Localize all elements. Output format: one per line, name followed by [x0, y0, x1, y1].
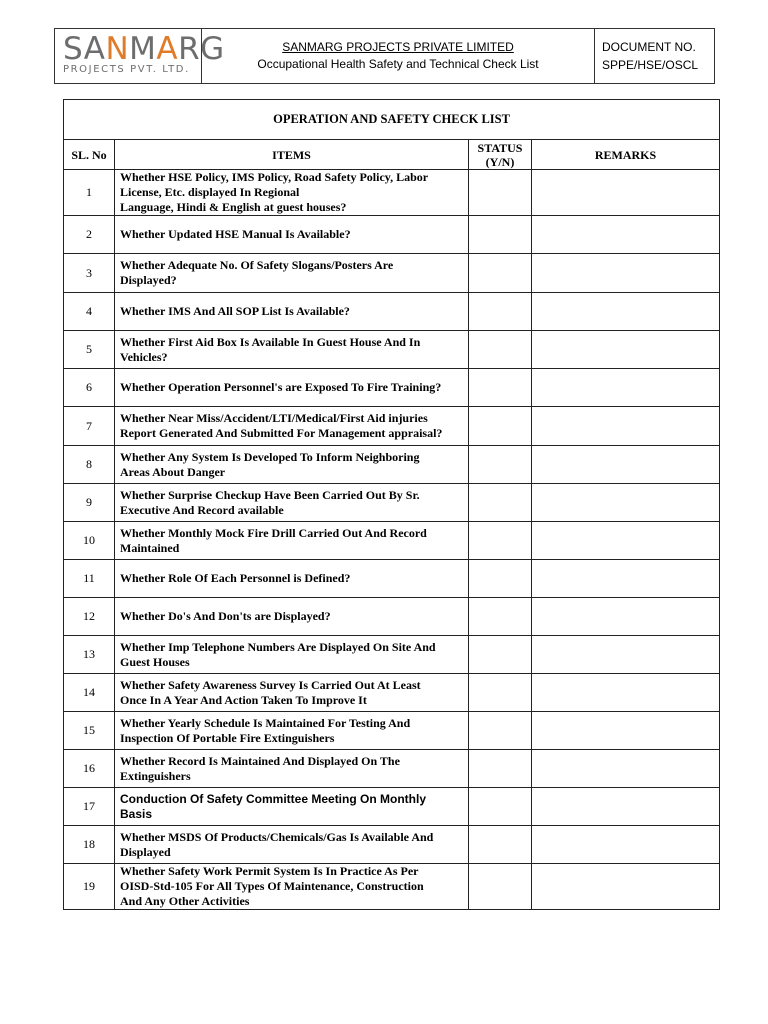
row-item: [115, 369, 469, 407]
row-sl-no: 4: [64, 293, 115, 331]
row-item: [115, 484, 469, 522]
row-item-line: Whether Monthly Mock Fire Drill Carried Out And Record: [120, 525, 427, 540]
row-item-line: Whether Record Is Maintained And Displayed On The: [120, 753, 400, 768]
row-item-line: Areas About Danger: [120, 464, 226, 479]
row-sl-no: 17: [64, 788, 115, 826]
row-sl-no: 15: [64, 712, 115, 750]
row-item-line: Whether Do's And Don'ts are Displayed?: [120, 609, 331, 623]
row-item-line: Whether Adequate No. Of Safety Slogans/Posters Are: [120, 258, 394, 272]
row-status-cell[interactable]: [469, 674, 532, 712]
row-remarks-cell[interactable]: [532, 636, 720, 674]
row-status-cell[interactable]: [469, 712, 532, 750]
row-remarks-cell[interactable]: [532, 522, 720, 560]
row-remarks-cell[interactable]: [532, 216, 720, 254]
row-item-line: Whether Operation Personnel's are Exposed To Fire Training?: [120, 380, 442, 394]
checklist-row: [64, 636, 720, 674]
row-item-line: Inspection Of Portable Fire Extinguishers: [120, 730, 335, 745]
row-sl-no: 12: [64, 598, 115, 636]
row-status-cell[interactable]: [469, 484, 532, 522]
checklist-row: [64, 560, 720, 598]
checklist-row: [64, 216, 720, 254]
row-status-cell[interactable]: [469, 598, 532, 636]
row-status-cell[interactable]: [469, 750, 532, 788]
row-item-line: Whether Yearly Schedule Is Maintained For Testing And: [120, 715, 411, 730]
document-number-label: DOCUMENT NO.: [602, 40, 696, 54]
row-remarks-cell[interactable]: [532, 484, 720, 522]
checklist-title: OPERATION AND SAFETY CHECK LIST: [64, 100, 720, 140]
row-item: [115, 216, 469, 254]
row-sl-no: 8: [64, 446, 115, 484]
row-item-line: Whether Imp Telephone Numbers Are Displayed On Site And: [120, 639, 436, 654]
row-remarks-cell[interactable]: [532, 331, 720, 369]
row-status-cell[interactable]: [469, 522, 532, 560]
header-title-cell: [202, 29, 595, 84]
row-sl-no: 14: [64, 674, 115, 712]
row-status-cell[interactable]: [469, 446, 532, 484]
row-item: [115, 254, 469, 293]
row-item-line: Whether Any System Is Developed To Inform Neighboring: [120, 449, 420, 464]
row-sl-no: 1: [64, 170, 115, 216]
row-item-line: Report Generated And Submitted For Management appraisal?: [120, 426, 443, 440]
row-item-line: Whether Safety Awareness Survey Is Carried Out At Least: [120, 677, 421, 692]
row-sl-no: 3: [64, 254, 115, 293]
row-item-line: Displayed?: [120, 273, 177, 287]
row-sl-no: 19: [64, 864, 115, 910]
row-remarks-cell[interactable]: [532, 598, 720, 636]
row-item-line: Guest Houses: [120, 654, 190, 669]
checklist-row: [64, 170, 720, 216]
row-item: [115, 636, 469, 674]
column-header-row: [64, 140, 720, 170]
row-item: [115, 864, 469, 910]
row-item: [115, 293, 469, 331]
checklist-table: [63, 99, 720, 910]
document-number-cell: [595, 29, 715, 84]
row-item-line: Executive And Record available: [120, 502, 284, 517]
checklist-row: [64, 712, 720, 750]
checklist-row: [64, 864, 720, 910]
checklist-row: [64, 254, 720, 293]
row-sl-no: 11: [64, 560, 115, 598]
company-logo: [55, 29, 225, 83]
row-item: [115, 750, 469, 788]
checklist-row: [64, 788, 720, 826]
row-status-cell[interactable]: [469, 560, 532, 598]
row-remarks-cell[interactable]: [532, 788, 720, 826]
row-item-line: Maintained: [120, 540, 180, 555]
company-name: SANMARG PROJECTS PRIVATE LIMITED: [282, 40, 514, 54]
row-item-line: Whether Near Miss/Accident/LTI/Medical/First Aid injuries: [120, 411, 428, 425]
row-sl-no: 6: [64, 369, 115, 407]
row-item: [115, 407, 469, 446]
checklist-title-row: [64, 100, 720, 140]
row-remarks-cell[interactable]: [532, 254, 720, 293]
row-remarks-cell[interactable]: [532, 750, 720, 788]
column-header-status: STATUS (Y/N): [469, 140, 532, 170]
checklist-row: [64, 826, 720, 864]
row-item: [115, 170, 469, 216]
checklist-row: [64, 674, 720, 712]
row-status-cell[interactable]: [469, 864, 532, 910]
row-status-cell[interactable]: [469, 369, 532, 407]
row-status-cell[interactable]: [469, 170, 532, 216]
logo-cell: [55, 29, 225, 84]
row-status-cell[interactable]: [469, 293, 532, 331]
document-header: [54, 28, 715, 84]
row-remarks-cell[interactable]: [532, 712, 720, 750]
row-item-line: Extinguishers: [120, 768, 191, 783]
column-header-items: ITEMS: [115, 140, 469, 170]
row-item-line: Language, Hindi & English at guest houses?: [120, 200, 347, 214]
row-item: [115, 712, 469, 750]
row-status-cell[interactable]: [469, 826, 532, 864]
row-status-cell[interactable]: [469, 254, 532, 293]
row-status-cell[interactable]: [469, 636, 532, 674]
row-item: [115, 674, 469, 712]
row-item: [115, 522, 469, 560]
column-header-sl-no: SL. No: [64, 140, 115, 170]
row-item-line: Conduction Of Safety Committee Meeting On Monthly: [120, 791, 426, 806]
document-number-value: SPPE/HSE/OSCL: [602, 58, 699, 72]
row-item-line: Whether First Aid Box Is Available In Guest House And In: [120, 334, 421, 349]
logo-subtitle: PROJECTS PVT. LTD.: [63, 64, 190, 75]
row-item-line: Displayed: [120, 844, 171, 859]
row-sl-no: 5: [64, 331, 115, 369]
row-sl-no: 9: [64, 484, 115, 522]
row-item-line: Whether HSE Policy, IMS Policy, Road Safety Policy, Labor: [120, 170, 429, 184]
row-item-line: Vehicles?: [120, 349, 168, 364]
row-remarks-cell[interactable]: [532, 864, 720, 910]
checklist-row: [64, 484, 720, 522]
row-remarks-cell[interactable]: [532, 407, 720, 446]
row-remarks-cell[interactable]: [532, 826, 720, 864]
row-status-cell[interactable]: [469, 407, 532, 446]
checklist-row: [64, 369, 720, 407]
row-remarks-cell[interactable]: [532, 293, 720, 331]
row-item-line: License, Etc. displayed In Regional: [120, 185, 300, 199]
checklist-row: [64, 522, 720, 560]
row-status-cell[interactable]: [469, 216, 532, 254]
row-item-line: Basis: [120, 806, 153, 821]
row-item-line: Whether Role Of Each Personnel is Defined?: [120, 571, 351, 585]
row-item-line: Whether Updated HSE Manual Is Available?: [120, 227, 351, 241]
row-item-line: OISD-Std-105 For All Types Of Maintenance, Construction: [120, 879, 424, 893]
row-remarks-cell[interactable]: [532, 369, 720, 407]
column-header-remarks: REMARKS: [532, 140, 720, 170]
row-sl-no: 18: [64, 826, 115, 864]
row-item-line: Whether IMS And All SOP List Is Available?: [120, 304, 350, 318]
row-item: [115, 560, 469, 598]
checklist-row: [64, 446, 720, 484]
row-item: [115, 598, 469, 636]
row-status-cell[interactable]: [469, 331, 532, 369]
row-status-cell[interactable]: [469, 788, 532, 826]
row-sl-no: 10: [64, 522, 115, 560]
logo-wordmark: SANMARG: [63, 31, 225, 67]
row-item: [115, 446, 469, 484]
checklist-row: [64, 598, 720, 636]
row-item-line: Once In A Year And Action Taken To Improve It: [120, 692, 367, 707]
document-title: Occupational Health Safety and Technical Check List: [257, 57, 539, 71]
checklist-body: [64, 170, 720, 910]
row-item-line: Whether Surprise Checkup Have Been Carried Out By Sr.: [120, 487, 420, 502]
row-sl-no: 2: [64, 216, 115, 254]
row-remarks-cell[interactable]: [532, 170, 720, 216]
row-sl-no: 16: [64, 750, 115, 788]
row-item-line: Whether Safety Work Permit System Is In Practice As Per: [120, 864, 419, 878]
checklist-row: [64, 750, 720, 788]
row-remarks-cell[interactable]: [532, 446, 720, 484]
row-item: [115, 788, 469, 826]
row-item-line: And Any Other Activities: [120, 894, 250, 908]
row-sl-no: 7: [64, 407, 115, 446]
row-remarks-cell[interactable]: [532, 560, 720, 598]
checklist-row: [64, 293, 720, 331]
row-item: [115, 331, 469, 369]
row-item: [115, 826, 469, 864]
row-sl-no: 13: [64, 636, 115, 674]
checklist-row: [64, 331, 720, 369]
row-remarks-cell[interactable]: [532, 674, 720, 712]
row-item-line: Whether MSDS Of Products/Chemicals/Gas Is Available And: [120, 829, 434, 844]
checklist-row: [64, 407, 720, 446]
